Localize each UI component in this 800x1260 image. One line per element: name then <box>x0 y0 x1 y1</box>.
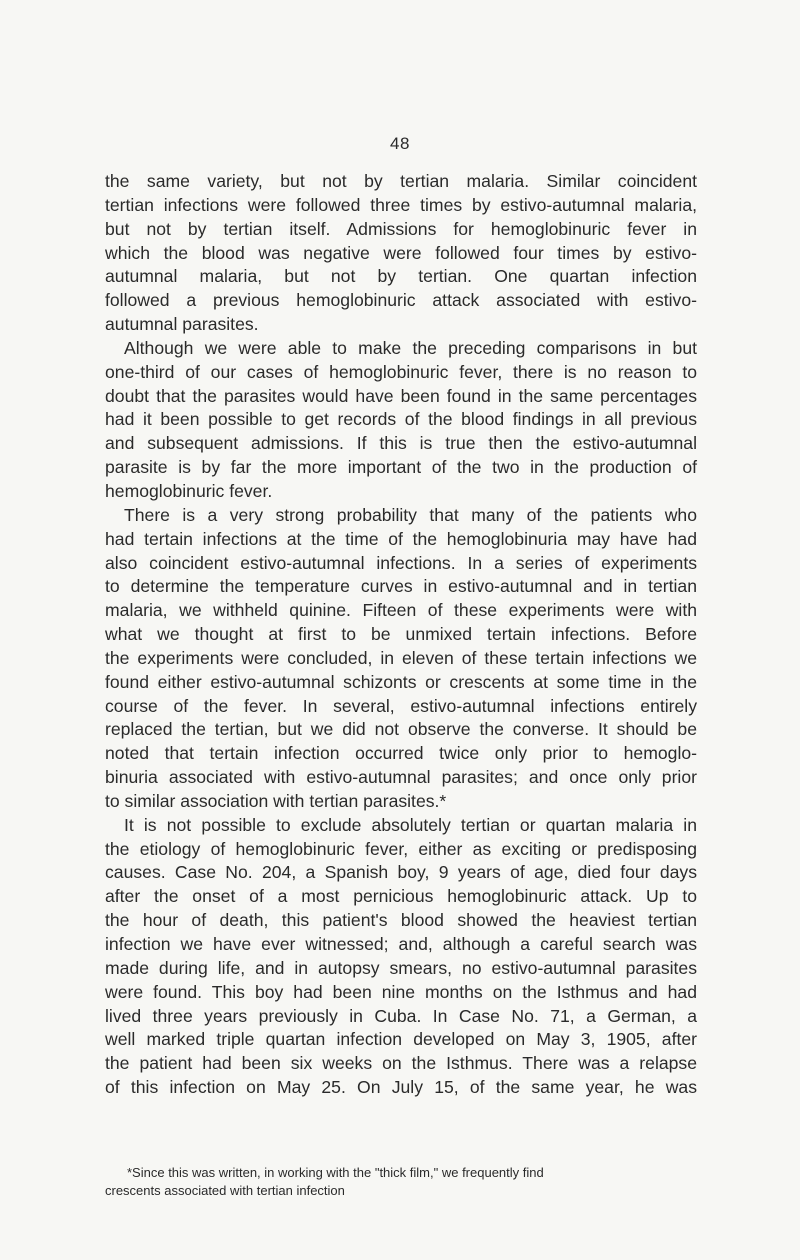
text-line: had it been possible to get records of the blood findings in all previous <box>105 409 697 430</box>
text-line: to determine the temperature curves in estivo-autumnal and in tertian <box>105 576 697 597</box>
footnote <box>105 1164 697 1199</box>
text-line: the etiology of hemoglobinuric fever, either as exciting or predisposing <box>105 838 697 859</box>
text-line: parasite is by far the more important of the two in the production of <box>105 457 697 478</box>
text-line: one-third of our cases of hemoglobinuric fever, there is no reason to <box>105 361 697 382</box>
text-line: after the onset of a most pernicious hemoglobinuric attack. Up to <box>105 886 697 907</box>
text-line: causes. Case No. 204, a Spanish boy, 9 years of age, died four days <box>105 862 697 883</box>
text-line: made during life, and in autopsy smears, no estivo-autumnal parasites <box>105 957 697 978</box>
text-line: the patient had been six weeks on the Isthmus. There was a relapse <box>105 1053 697 1074</box>
text-line: lived three years previously in Cuba. In Case No. 71, a German, a <box>105 1005 697 1026</box>
text-line: also coincident estivo-autumnal infections. In a series of experiments <box>105 552 697 573</box>
paragraph <box>105 504 697 814</box>
text-line: binuria associated with estivo-autumnal parasites; and once only prior <box>105 767 697 788</box>
text-line: found either estivo-autumnal schizonts or crescents at some time in the <box>105 671 697 692</box>
text-line: noted that tertain infection occurred twice only prior to hemoglo- <box>105 743 697 764</box>
text-line: had tertain infections at the time of the hemoglobinuria may have had <box>105 528 697 549</box>
footnote-line: crescents associated with tertian infection <box>105 1182 345 1198</box>
text-line: well marked triple quartan infection developed on May 3, 1905, after <box>105 1029 697 1050</box>
text-line: Although we were able to make the preceding comparisons in but <box>124 337 697 358</box>
footnote-line: *Since this was written, in working with the "thick film," we frequently find <box>127 1165 544 1180</box>
text-line: replaced the tertian, but we did not observe the converse. It should be <box>105 719 697 740</box>
page-number: 48 <box>390 134 410 153</box>
text-line: but not by tertian itself. Admissions for hemoglobinuric fever in <box>105 218 697 239</box>
paragraph <box>105 337 697 504</box>
text-line: infection we have ever witnessed; and, although a careful search was <box>105 934 697 954</box>
paragraph <box>105 814 697 1100</box>
text-line: the experiments were concluded, in eleven of these tertain infections we <box>105 647 697 668</box>
text-line: doubt that the parasites would have been found in the same percentages <box>105 385 697 406</box>
paragraph <box>105 170 697 337</box>
text-line: which the blood was negative were followed four times by estivo- <box>105 242 697 263</box>
text-line: It is not possible to exclude absolutely tertian or quartan malaria in <box>124 814 697 835</box>
text-line: autumnal parasites. <box>105 314 259 335</box>
text-line: autumnal malaria, but not by tertian. One quartan infection <box>105 266 697 287</box>
text-line: to similar association with tertian parasites.* <box>105 790 447 811</box>
text-line: malaria, we withheld quinine. Fifteen of these experiments were with <box>105 600 697 621</box>
text-line: what we thought at first to be unmixed tertain infections. Before <box>105 624 697 645</box>
text-line: There is a very strong probability that many of the patients who <box>124 504 697 525</box>
text-line: the same variety, but not by tertian malaria. Similar coincident <box>105 171 697 191</box>
text-line: tertian infections were followed three times by estivo-autumnal malaria, <box>105 194 697 215</box>
body-text <box>105 170 697 1100</box>
text-line: were found. This boy had been nine months on the Isthmus and had <box>105 981 697 1002</box>
text-line: the hour of death, this patient's blood showed the heaviest tertian <box>105 910 697 931</box>
text-line: course of the fever. In several, estivo-autumnal infections entirely <box>105 695 697 716</box>
text-line: of this infection on May 25. On July 15, of the same year, he was <box>105 1077 697 1098</box>
text-line: hemoglobinuric fever. <box>105 480 273 501</box>
text-line: followed a previous hemoglobinuric attack associated with estivo- <box>105 290 697 311</box>
text-line: and subsequent admissions. If this is true then the estivo-autumnal <box>105 433 697 454</box>
